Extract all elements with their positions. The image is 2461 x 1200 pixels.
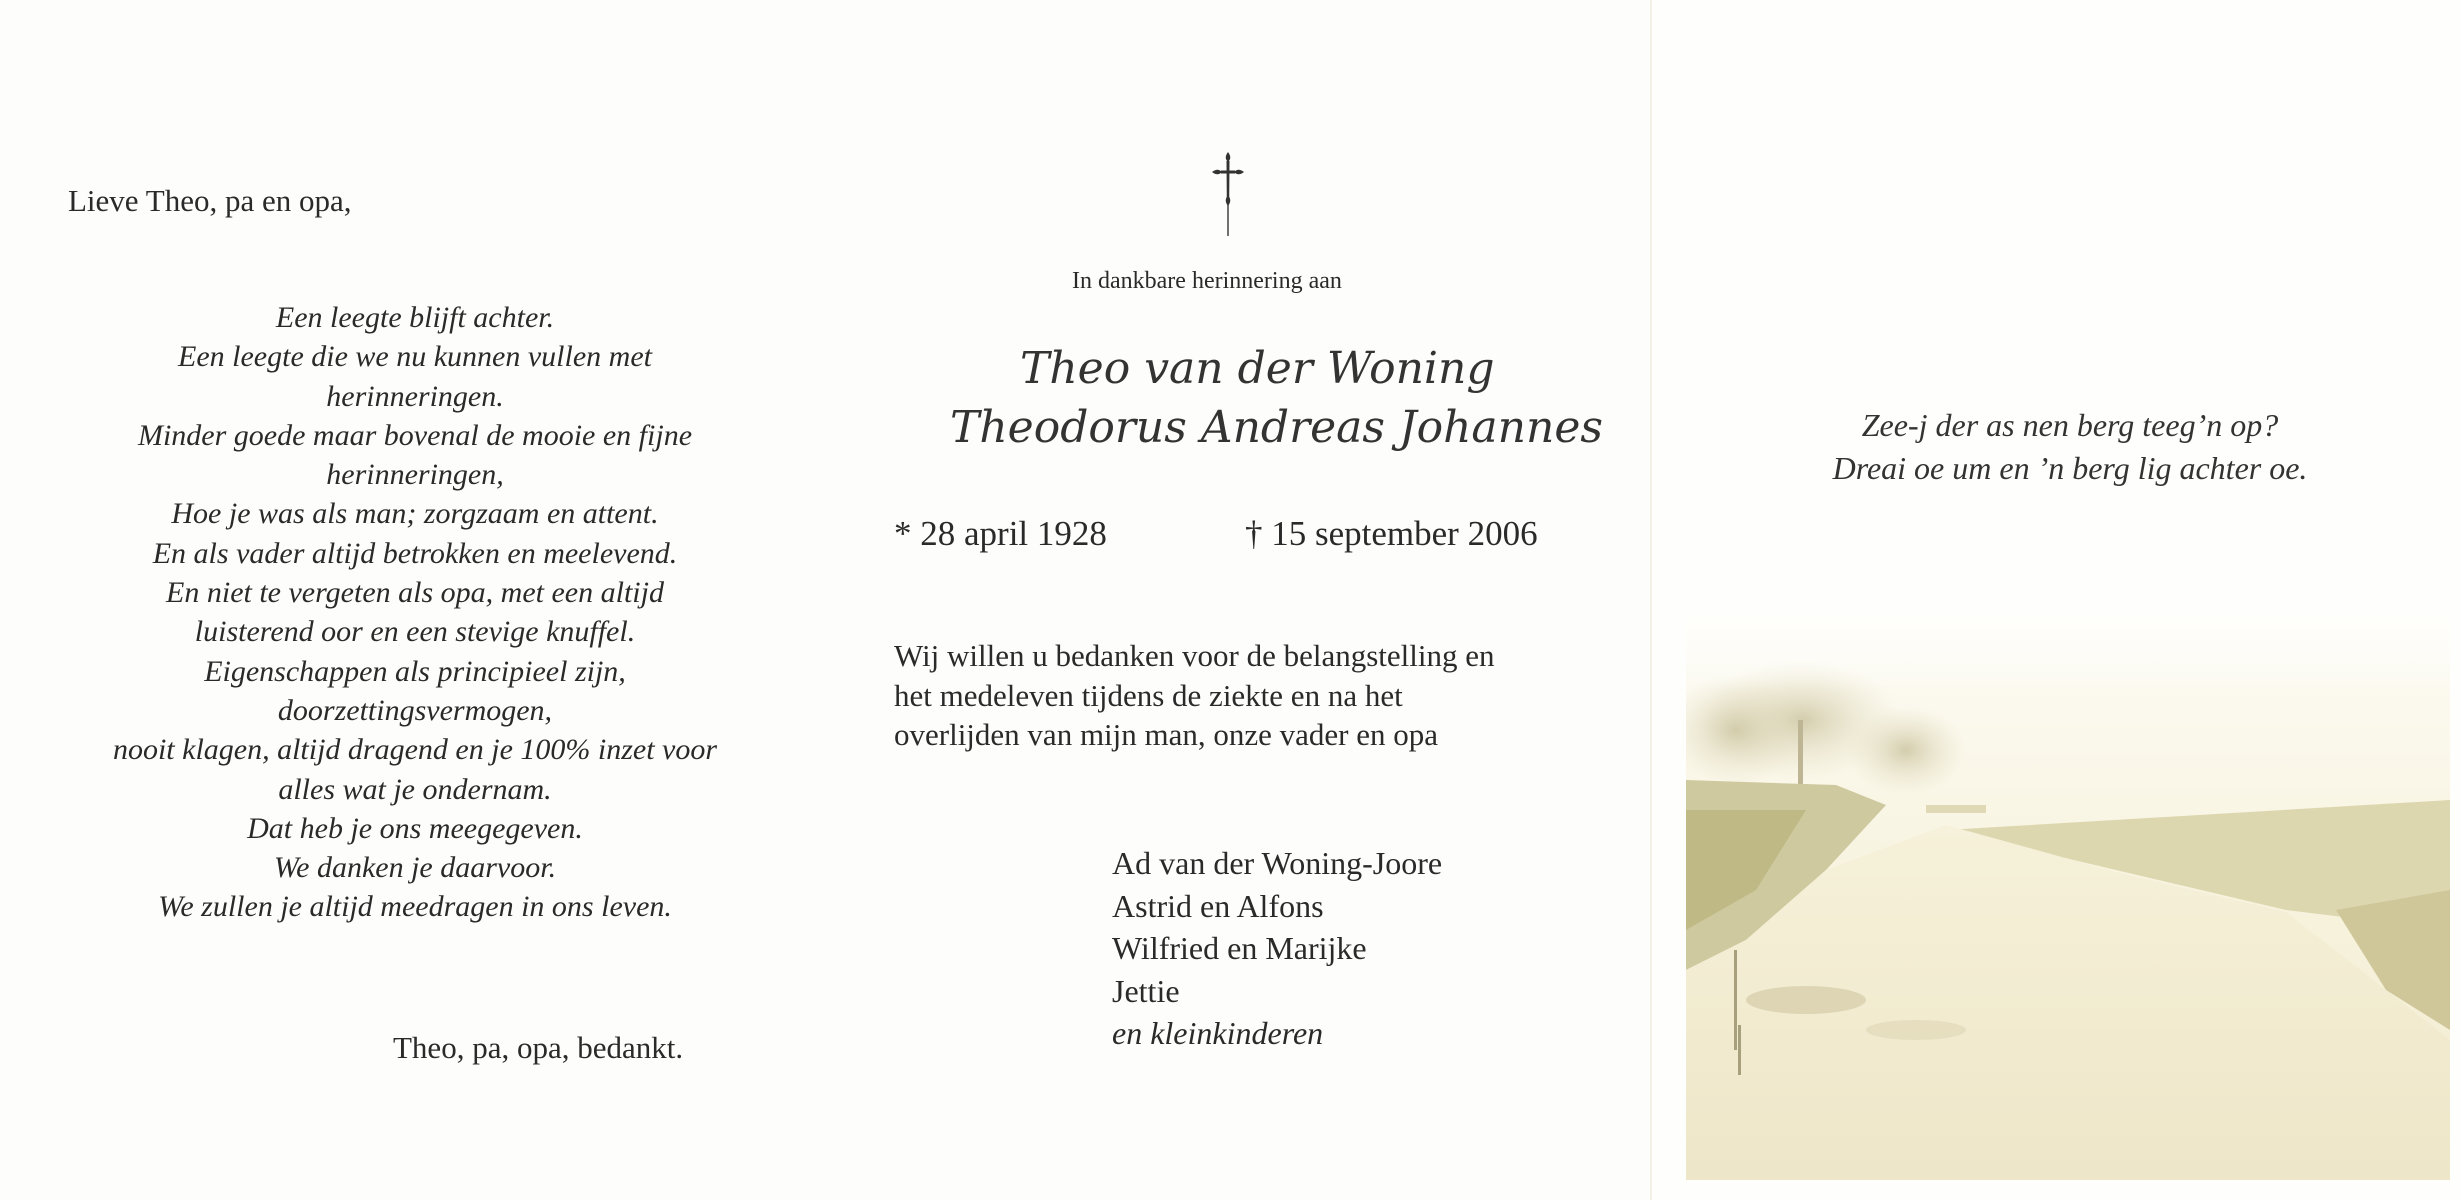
poem-line: Minder goede maar bovenal de mooie en fijne	[137, 418, 693, 452]
thanks-line: overlijden van mijn man, onze vader en opa	[894, 717, 1439, 752]
poem-line: En als vader altijd betrokken en meelevend.	[152, 536, 678, 570]
dialect-saying	[1700, 404, 2440, 490]
family-member: Jettie	[1112, 972, 1180, 1009]
poem	[65, 298, 765, 927]
saying-line: Dreai oe um en ’n berg lig achter oe.	[1832, 450, 2308, 486]
thanks-text	[894, 636, 1594, 755]
poem-line: Eigenschappen als principieel zijn,	[204, 654, 626, 688]
family-list	[1112, 842, 1442, 1055]
name-heading: Theo van der Woning	[1020, 343, 1495, 394]
death-date: † 15 september 2006	[1245, 514, 1538, 553]
thanks-line: het medeleven tijdens de ziekte en na het	[894, 677, 1403, 713]
poem-line: luisterend oor en een stevige knuffel.	[194, 615, 636, 649]
full-name-heading: Theodorus Andreas Johannes	[950, 402, 1603, 453]
cross-icon	[1208, 150, 1248, 236]
family-member: Astrid en Alfons	[1112, 887, 1324, 924]
saying-line: Zee-j der as nen berg teeg’n op?	[1861, 407, 2279, 443]
family-grandchildren: en kleinkinderen	[1112, 1015, 1324, 1051]
misty-landscape-photo	[1686, 610, 2450, 1180]
poem-line: Dat heb je ons meegegeven.	[247, 811, 583, 845]
thanks-line: Wij willen u bedanken voor de belangstelling en	[894, 638, 1495, 673]
family-member: Ad van der Woning-Joore	[1112, 845, 1443, 881]
poem-line: doorzettingsvermogen,	[277, 693, 553, 727]
poem-line: nooit klagen, altijd dragend en je 100% inzet voor	[112, 733, 718, 767]
poem-line: herinneringen.	[326, 379, 504, 413]
salutation: Lieve Theo, pa en opa,	[68, 183, 352, 218]
poem-line: En niet te vergeten als opa, met een altijd	[166, 576, 664, 610]
intro-text: In dankbare herinnering aan	[1072, 268, 1342, 294]
closing-line: Theo, pa, opa, bedankt.	[393, 1030, 684, 1065]
poem-line: Hoe je was als man; zorgzaam en attent.	[171, 497, 659, 531]
family-member: Wilfried en Marijke	[1112, 930, 1367, 966]
poem-line: We danken je daarvoor.	[273, 851, 557, 885]
poem-line: Een leegte blijft achter.	[275, 301, 555, 334]
poem-line: alles wat je ondernam.	[278, 772, 552, 806]
birth-date: * 28 april 1928	[894, 514, 1107, 553]
poem-line: herinneringen,	[326, 458, 504, 492]
poem-line: Een leegte die we nu kunnen vullen met	[178, 340, 652, 374]
poem-line: We zullen je altijd meedragen in ons leven.	[158, 890, 672, 924]
